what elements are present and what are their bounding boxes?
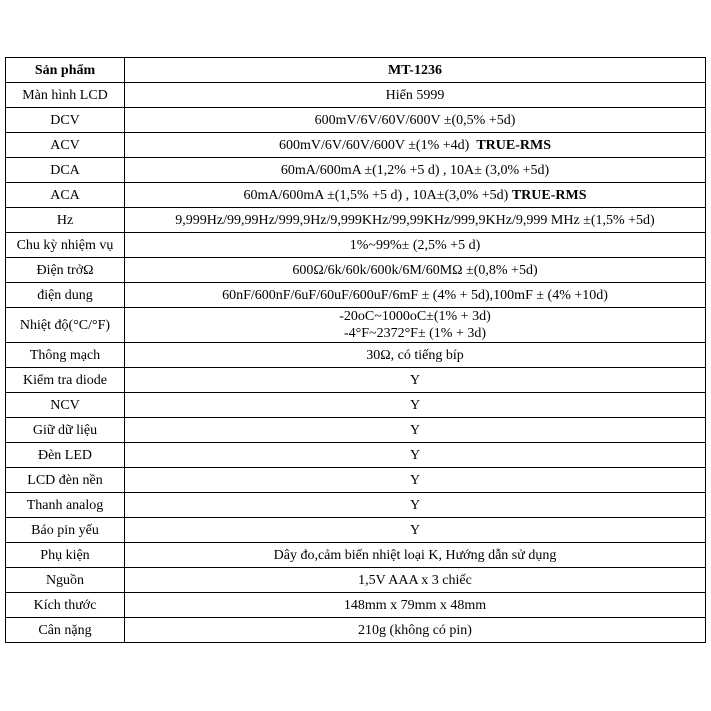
row-label: Kiểm tra diode [6, 368, 125, 393]
table-row [6, 108, 706, 133]
row-label: điện dung [6, 283, 125, 308]
table-row [6, 468, 706, 493]
table-header-row [6, 58, 706, 83]
row-label: Nguồn [6, 568, 125, 593]
row-label: Cân nặng [6, 618, 125, 643]
row-label: Báo pin yếu [6, 518, 125, 543]
row-value: 60nF/600nF/6uF/60uF/600uF/6mF ± (4% + 5d),100mF ± (4% +10d) [125, 283, 706, 308]
table-row [6, 568, 706, 593]
row-value: 600Ω/6k/60k/600k/6M/60MΩ ±(0,8% +5d) [125, 258, 706, 283]
row-value [125, 133, 706, 158]
row-label: LCD đèn nền [6, 468, 125, 493]
row-label: Điện trởΩ [6, 258, 125, 283]
table-row [6, 83, 706, 108]
row-value: 600mV/6V/60V/600V ±(0,5% +5d) [125, 108, 706, 133]
table-row [6, 158, 706, 183]
table-row [6, 393, 706, 418]
row-value: 30Ω, có tiếng bíp [125, 343, 706, 368]
row-label: Thông mạch [6, 343, 125, 368]
table-row [6, 183, 706, 208]
table-row [6, 258, 706, 283]
row-label: ACV [6, 133, 125, 158]
table-row [6, 208, 706, 233]
row-label: Phụ kiện [6, 543, 125, 568]
row-label: Nhiệt độ(°C/°F) [6, 308, 125, 343]
row-value: 60mA/600mA ±(1,2% +5 d) , 10A± (3,0% +5d) [125, 158, 706, 183]
table-row [6, 443, 706, 468]
row-value: 148mm x 79mm x 48mm [125, 593, 706, 618]
row-value [125, 308, 706, 343]
row-value-line-2: -4°F~2372°F± (1% + 3d) [343, 326, 487, 341]
row-label: Màn hình LCD [6, 83, 125, 108]
row-label: Giữ dữ liệu [6, 418, 125, 443]
table-row [6, 368, 706, 393]
table-row [6, 308, 706, 343]
table-row [6, 133, 706, 158]
row-value: Y [125, 393, 706, 418]
row-value: 9,999Hz/99,99Hz/999,9Hz/9,999KHz/99,99KHz/999,9KHz/9,999 MHz ±(1,5% +5d) [125, 208, 706, 233]
row-label: DCV [6, 108, 125, 133]
row-label: Kích thước [6, 593, 125, 618]
row-label: Chu kỳ nhiệm vụ [6, 233, 125, 258]
row-label: Đèn LED [6, 443, 125, 468]
row-value-text: 60mA/600mA ±(1,5% +5 d) , 10A±(3,0% +5d) [243, 187, 509, 203]
table-row [6, 618, 706, 643]
table-row [6, 493, 706, 518]
table-row [6, 283, 706, 308]
table-row [6, 418, 706, 443]
row-value-line-1: -20oC~1000oC±(1% + 3d) [339, 309, 491, 324]
row-label: NCV [6, 393, 125, 418]
row-value-text: 600mV/6V/60V/600V ±(1% +4d) [279, 137, 470, 153]
row-value: Y [125, 443, 706, 468]
row-label: ACA [6, 183, 125, 208]
table-row [6, 593, 706, 618]
true-rms-label: TRUE-RMS [476, 137, 551, 153]
row-label: Hz [6, 208, 125, 233]
row-label: Thanh analog [6, 493, 125, 518]
row-value: Dây đo,cảm biến nhiệt loại K, Hướng dẫn sử dụng [125, 543, 706, 568]
table-row [6, 233, 706, 258]
table-row [6, 543, 706, 568]
row-value [125, 183, 706, 208]
header-product-label: Sản phẩm [6, 58, 125, 83]
row-value: 1%~99%± (2,5% +5 d) [125, 233, 706, 258]
row-value: 1,5V AAA x 3 chiếc [125, 568, 706, 593]
row-value: Y [125, 493, 706, 518]
header-model-value: MT-1236 [125, 58, 706, 83]
row-value: 210g (không có pin) [125, 618, 706, 643]
row-value: Y [125, 368, 706, 393]
row-value: Hiển 5999 [125, 83, 706, 108]
table-row [6, 343, 706, 368]
true-rms-label: TRUE-RMS [511, 187, 587, 203]
table-row [6, 518, 706, 543]
row-value: Y [125, 468, 706, 493]
row-label: DCA [6, 158, 125, 183]
spec-table [5, 57, 706, 643]
row-value: Y [125, 418, 706, 443]
row-value: Y [125, 518, 706, 543]
